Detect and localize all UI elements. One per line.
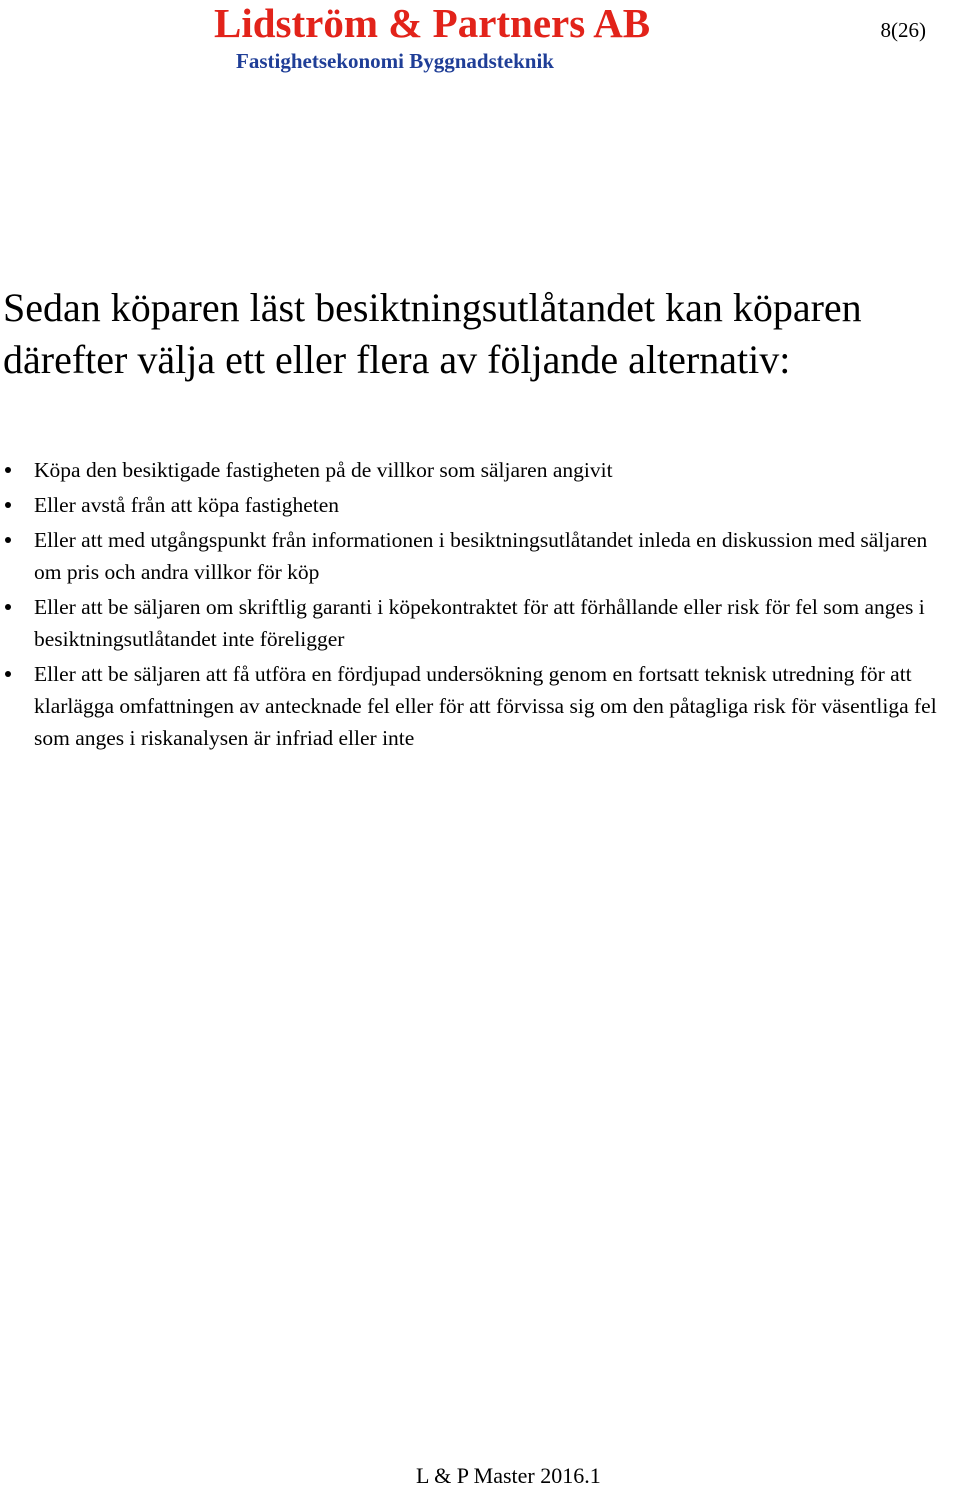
list-item (0, 591, 960, 655)
list-item-text: Köpa den besiktigade fastigheten på de villkor som säljaren angivit (34, 458, 613, 482)
list-item (0, 524, 960, 588)
bullet-dot-icon (5, 671, 11, 677)
list-item-text: Eller att be säljaren om skriftlig garanti i köpekontraktet för att förhållande eller risk för fel som anges i besiktningsutlåtandet inte föreligger (34, 595, 925, 651)
list-item (0, 489, 960, 521)
bullet-dot-icon (5, 604, 11, 610)
alternatives-list (0, 454, 960, 757)
page-number: 8(26) (880, 18, 926, 42)
list-item-text: Eller avstå från att köpa fastigheten (34, 493, 340, 517)
bullet-dot-icon (5, 537, 11, 543)
page-heading: Sedan köparen läst besiktningsutlåtandet kan köparen därefter välja ett eller flera av följande alternativ: (3, 285, 862, 382)
bullet-dot-icon (5, 502, 11, 508)
list-item (0, 658, 960, 754)
list-item (0, 454, 960, 486)
list-item-text: Eller att be säljaren att få utföra en fördjupad undersökning genom en fortsatt teknisk utredning för att klarlägga omfattningen av antecknade fel eller för att förvissa sig om den påtagliga risk för väsentliga fel som anges i riskanalysen är infriad eller inte (34, 662, 937, 750)
list-item-text: Eller att med utgångspunkt från informationen i besiktningsutlåtandet inleda en diskussion med säljaren om pris och andra villkor för köp (34, 528, 928, 584)
company-subtitle: Fastighetsekonomi Byggnadsteknik (236, 49, 554, 73)
company-name: Lidström & Partners AB (214, 0, 651, 46)
footer-text: L & P Master 2016.1 (416, 1463, 601, 1488)
bullet-dot-icon (5, 467, 11, 473)
